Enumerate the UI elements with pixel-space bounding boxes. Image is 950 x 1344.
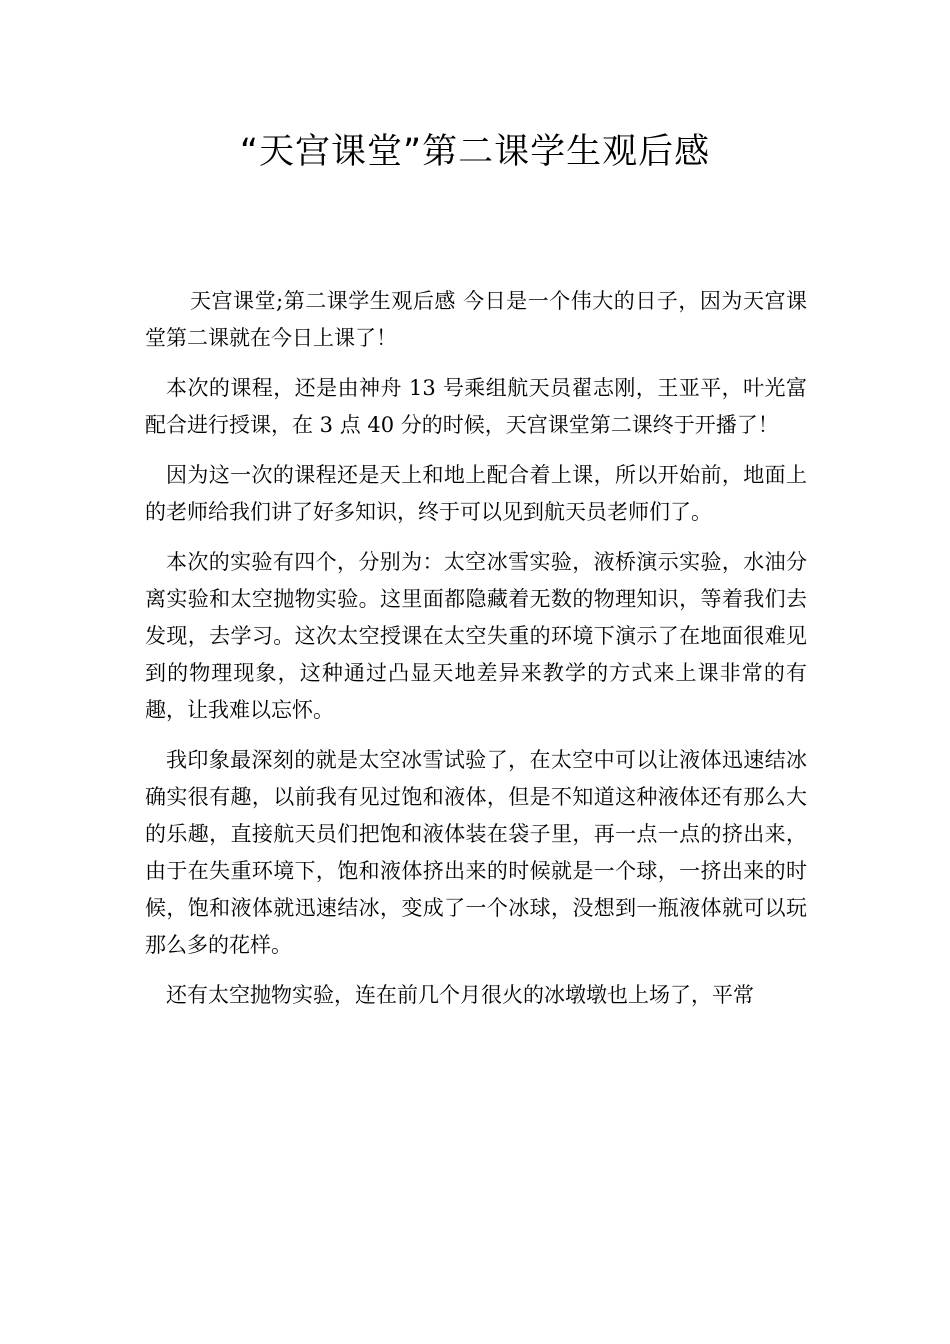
paragraph-2: 本次的课程，还是由神舟 13 号乘组航天员翟志刚，王亚平，叶光富配合进行授课，在 3 点 40 分的时候，天宫课堂第二课终于开播了！ — [145, 376, 807, 437]
paragraph-3: 因为这一次的课程还是天上和地上配合着上课，所以开始前，地面上的老师给我们讲了好多知识，终于可以见到航天员老师们了。 — [145, 463, 807, 524]
paragraph-4: 本次的实验有四个，分别为：太空冰雪实验，液桥演示实验，水油分离实验和太空抛物实验。这里面都隐藏着无数的物理知识，等着我们去发现，去学习。这次太空授课在太空失重的环境下演示了在地面很难见到的物理现象，这种通过凸显天地差异来教学的方式来上课非常的有趣，让我难以忘怀。 — [145, 550, 807, 722]
document-title: “天宫课堂”第二课学生观后感 — [239, 132, 711, 172]
paragraph-1: 天宫课堂;第二课学生观后感 今日是一个伟大的日子，因为天宫课堂第二课就在今日上课了！ — [145, 289, 807, 350]
paragraph-5: 我印象最深刻的就是太空冰雪试验了，在太空中可以让液体迅速结冰确实很有趣，以前我有见过饱和液体，但是不知道这种液体还有那么大的乐趣，直接航天员们把饱和液体装在袋子里，再一点一点的挤出来，由于在失重环境下，饱和液体挤出来的时候就是一个球，一挤出来的时候，饱和液体就迅速结冰，变成了一个冰球，没想到一瓶液体就可以玩那么多的花样。 — [145, 748, 807, 957]
paragraph-6: 还有太空抛物实验，连在前几个月很火的冰墩墩也上场了，平常 — [166, 983, 754, 1007]
document-body — [145, 283, 807, 1027]
